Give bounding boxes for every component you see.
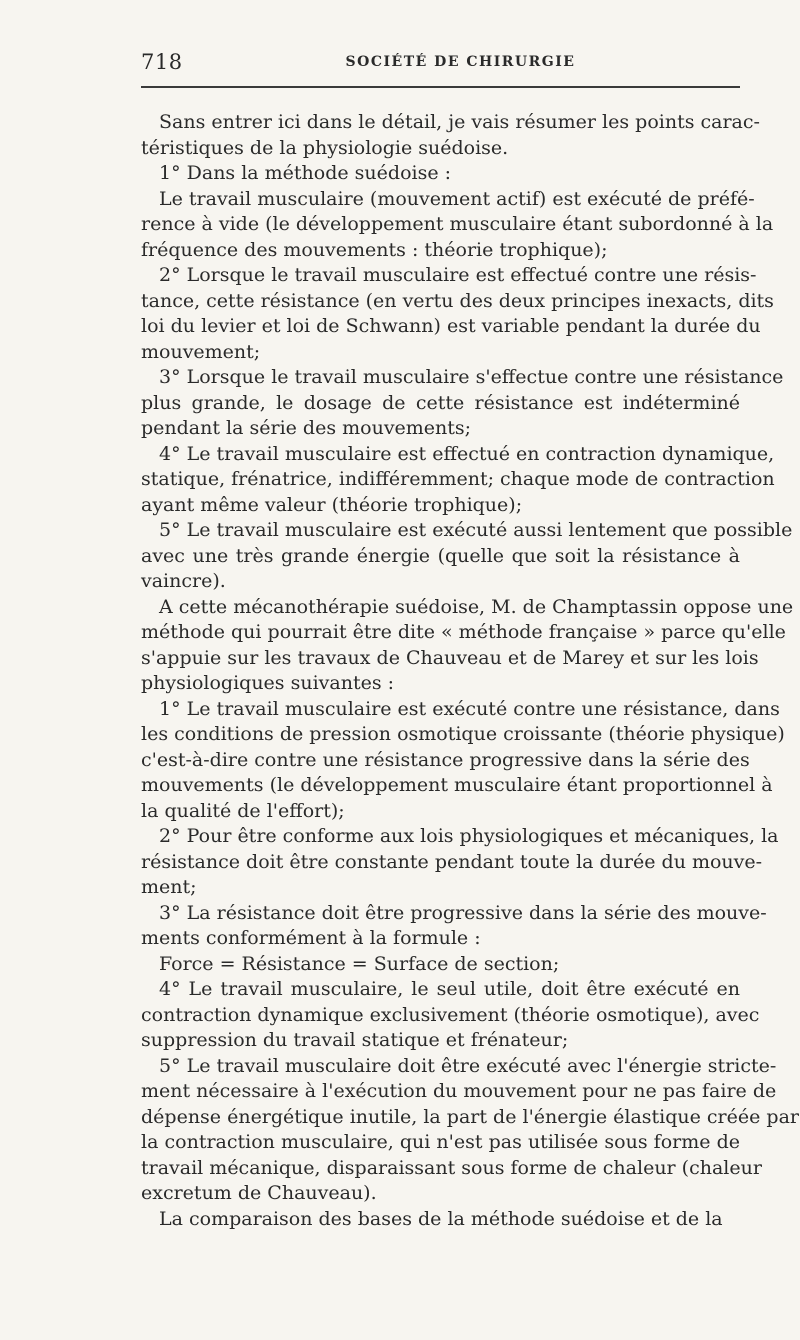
text-line: statique, frénatrice, indifféremment; chaque mode de contraction [141,468,775,490]
paragraph [141,442,775,519]
text-line: avec une très grande énergie (quelle que soit la résistance à [141,544,740,567]
text-line: pendant la série des mouvements; [141,417,472,439]
text-line: 4° Le travail musculaire, le seul utile, doit être exécuté en [159,978,740,1000]
paragraph [141,824,779,901]
text-line: fréquence des mouvements : théorie trophique); [141,238,608,261]
paragraph [141,518,793,595]
text-line: 4° Le travail musculaire est effectué en contraction dynamique, [159,442,775,465]
text-line: s'appuie sur les travaux de Chauveau et de Marey et sur les lois [141,646,759,669]
paragraph [141,1054,799,1207]
text-line: 2° Lorsque le travail musculaire est effectué contre une résis- [159,264,757,286]
text-line: 3° Lorsque le travail musculaire s'effectue contre une résistance [159,366,784,388]
text-line: loi du levier et loi de Schwann) est variable pendant la durée du [141,315,761,337]
text-line: ment nécessaire à l'exécution du mouvement pour ne pas faire de [141,1080,777,1102]
text-line: 3° La résistance doit être progressive dans la série des mouve- [159,901,767,924]
text-line: 1° Le travail musculaire est exécuté contre une résistance, dans [159,697,780,720]
text-line: Le travail musculaire (mouvement actif) est exécuté de préfé- [159,187,755,210]
text-line: la contraction musculaire, qui n'est pas utilisée sous forme de [141,1131,740,1153]
text-line: ment; [141,876,197,898]
text-line: 5° Le travail musculaire est exécuté aussi lentement que possible [159,519,793,541]
text-line: 2° Pour être conforme aux lois physiologiques et mécaniques, la [159,825,779,847]
body-text [141,110,799,1232]
text-line: rence à vide (le développement musculaire étant subordonné à la [141,213,774,235]
text-line: contraction dynamique exclusivement (théorie osmotique), avec [141,1003,760,1026]
text-line: Force = Résistance = Surface de section; [159,952,560,975]
page-header [141,50,740,78]
text-line: ments conformément à la formule : [141,927,481,949]
text-line: téristiques de la physiologie suédoise. [141,136,509,159]
text-line: A cette mécanothérapie suédoise, M. de Champtassin oppose une [159,595,794,618]
paragraph [141,977,760,1054]
paragraph [141,263,774,365]
text-line: méthode qui pourrait être dite « méthode française » parce qu'elle [141,621,786,643]
text-line: les conditions de pression osmotique croissante (théorie physique) [141,723,785,745]
text-line: 1° Dans la méthode suédoise : [159,162,452,184]
text-line: c'est-à-dire contre une résistance progressive dans la série des [141,748,750,771]
paragraph [141,110,760,161]
text-line: excretum de Chauveau). [141,1182,377,1204]
header-rule [141,86,740,88]
text-line: vaincre). [141,570,226,592]
text-line: plus grande, le dosage de cette résistance est indéterminé [141,391,740,414]
running-title: SOCIÉTÉ DE CHIRURGIE [345,54,576,70]
paragraph [141,365,784,442]
paragraph [141,595,794,697]
text-line: dépense énergétique inutile, la part de l'énergie élastique créée par [141,1105,799,1128]
paragraph [141,187,774,264]
text-line: la qualité de l'effort); [141,799,345,822]
text-line: mouvements (le développement musculaire étant proportionnel à [141,774,773,796]
text-line: La comparaison des bases de la méthode suédoise et de la [159,1207,723,1230]
text-line: mouvement; [141,340,261,363]
text-line: physiologiques suivantes : [141,672,395,694]
paragraph [141,901,767,952]
text-line: ayant même valeur (théorie trophique); [141,493,523,516]
text-line: tance, cette résistance (en vertu des deux principes inexacts, dits [141,289,774,312]
paragraph [141,1207,740,1233]
text-line: suppression du travail statique et frénateur; [141,1029,569,1051]
text-line: 5° Le travail musculaire doit être exécuté avec l'énergie stricte- [159,1054,777,1077]
page-number: 718 [141,50,183,74]
text-line: Sans entrer ici dans le détail, je vais résumer les points carac- [159,111,760,133]
paragraph [141,161,740,187]
text-line: résistance doit être constante pendant toute la durée du mouve- [141,850,763,873]
paragraph [141,697,785,825]
text-line: travail mécanique, disparaissant sous forme de chaleur (chaleur [141,1156,762,1179]
paragraph [141,952,740,978]
